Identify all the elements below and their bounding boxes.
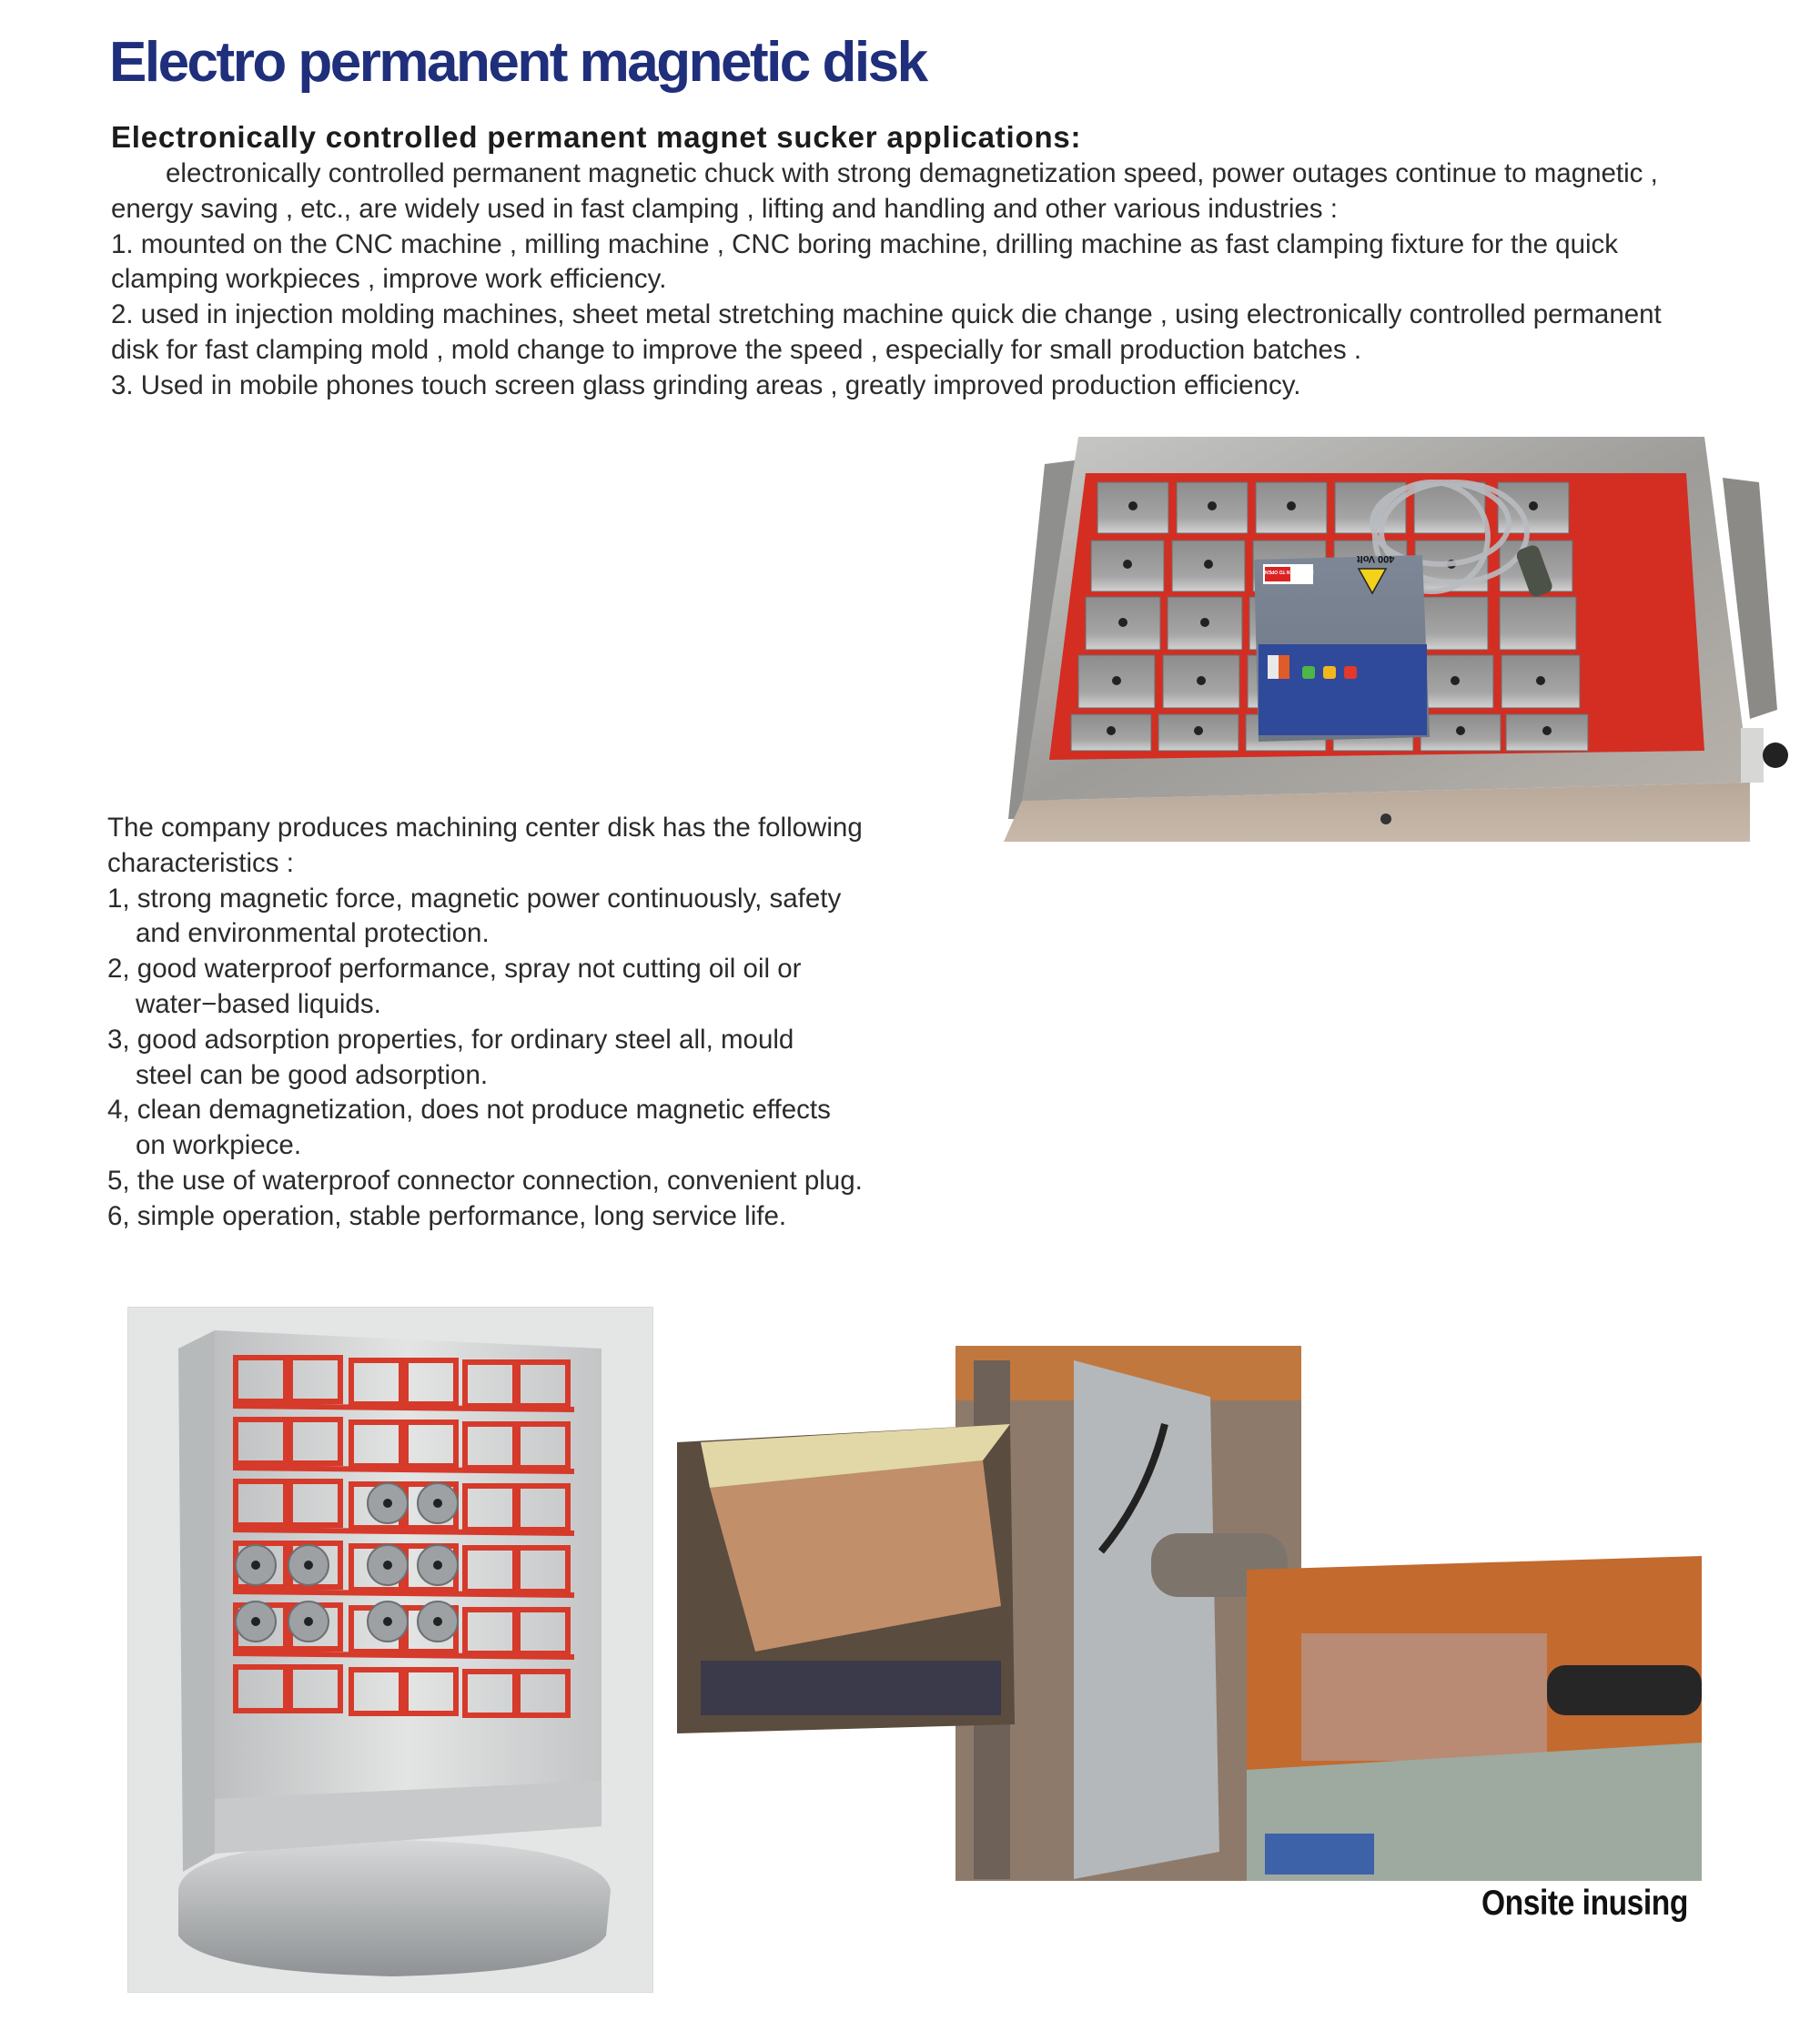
voltage-warning-label: 400 Volt <box>1357 553 1395 564</box>
characteristic-item: 2, good waterproof performance, spray not cutting oil oil or <box>107 954 802 985</box>
collage-photo-right <box>1247 1556 1702 1881</box>
characteristic-item: 3, good adsorption properties, for ordinary steel all, mould <box>107 1024 794 1055</box>
vertical-chuck-illustration <box>128 1308 652 1992</box>
onsite-usage-collage <box>673 1342 1706 1888</box>
chuck-with-controller-image <box>995 437 1805 846</box>
characteristic-item-cont: and environmental protection. <box>136 918 490 949</box>
characteristic-item-cont: water−based liquids. <box>136 988 381 1019</box>
page-title: Electro permanent magnetic disk <box>109 31 926 94</box>
characteristic-item: 1, strong magnetic force, magnetic power continuously, safety <box>107 883 842 914</box>
chuck-illustration <box>995 437 1805 846</box>
applications-body <box>111 157 1662 404</box>
characteristic-item: 5, the use of waterproof connector connection, convenient plug. <box>107 1165 863 1196</box>
applications-line: energy saving , etc., are widely used in fast clamping , lifting and handling and other various industries : <box>111 193 1338 224</box>
characteristic-item-cont: on workpiece. <box>136 1130 302 1161</box>
vertical-chuck-image <box>127 1307 653 1993</box>
onsite-collage-illustration <box>673 1342 1706 1888</box>
applications-line: 3. Used in mobile phones touch screen glass grinding areas , greatly improved production efficiency. <box>111 369 1301 400</box>
characteristic-item: 6, simple operation, stable performance, long service life. <box>107 1200 787 1231</box>
onsite-caption: Onsite inusing <box>1481 1884 1688 1923</box>
characteristics-intro: characteristics : <box>107 847 294 878</box>
applications-line: disk for fast clamping mold , mold change to improve the speed , especially for small production batches . <box>111 334 1362 365</box>
applications-line: electronically controlled permanent magnetic chuck with strong demagnetization speed, power outages continue to magnetic , <box>166 158 1658 188</box>
applications-heading: Electronically controlled permanent magnet sucker applications: <box>111 120 1082 154</box>
collage-photo-left <box>677 1424 1015 1733</box>
applications-line: clamping workpieces , improve work efficiency. <box>111 264 667 295</box>
characteristics-intro: The company produces machining center disk has the following <box>107 813 863 843</box>
forbidden-to-open-sticker: FORBIDDEN TO OPEN <box>1265 569 1314 574</box>
characteristic-item: 4, clean demagnetization, does not produce magnetic effects <box>107 1095 831 1126</box>
characteristics-list <box>107 811 863 1235</box>
applications-line: 1. mounted on the CNC machine , milling machine , CNC boring machine, drilling machine as fast clamping fixture for the quick <box>111 228 1619 259</box>
characteristic-item-cont: steel can be good adsorption. <box>136 1059 489 1090</box>
applications-line: 2. used in injection molding machines, sheet metal stretching machine quick die change , using electronically controlled permanent <box>111 299 1662 330</box>
